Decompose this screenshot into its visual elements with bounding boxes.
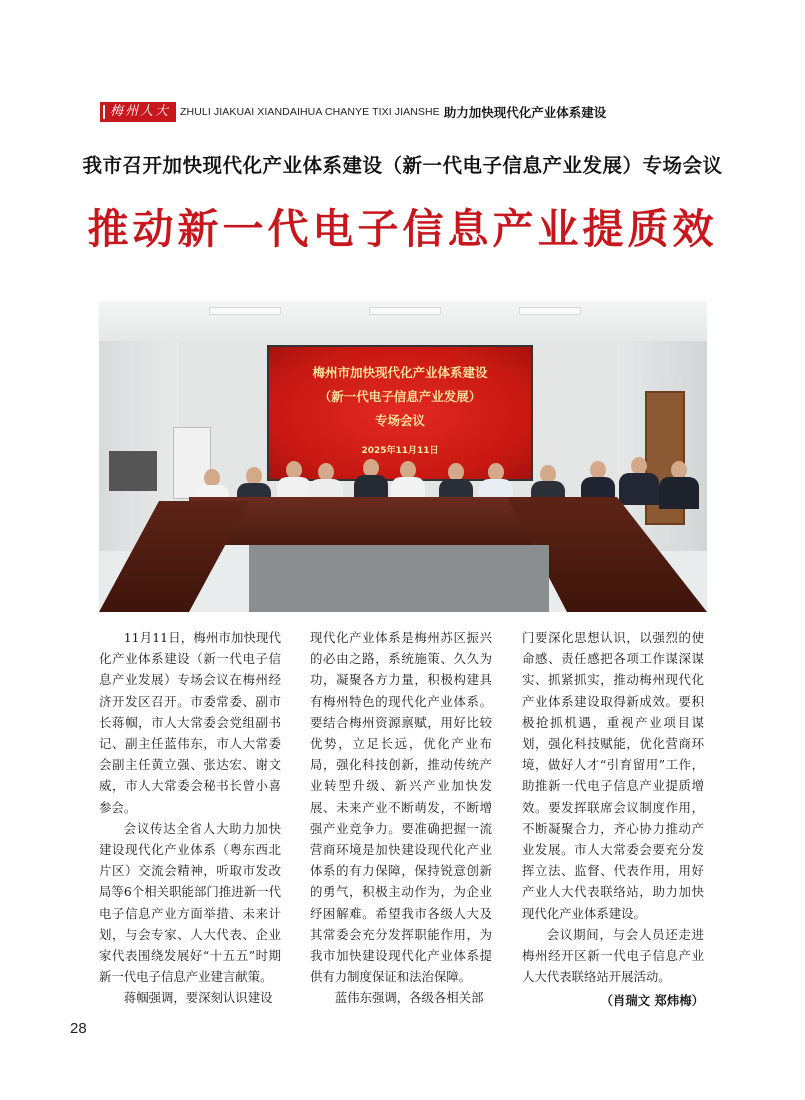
screen-date: 2025年11月11日 xyxy=(361,446,439,456)
article-subtitle: 我市召开加快现代化产业体系建设（新一代电子信息产业发展）专场会议 xyxy=(82,154,723,177)
text-column-1 xyxy=(99,627,281,1009)
photo-ceiling xyxy=(99,301,707,341)
paragraph: 会议期间，与会人员还走进梅州经开区新一代电子信息产业人大代表联络站开展活动。 xyxy=(522,926,704,985)
column-header xyxy=(100,101,705,123)
paragraph: 蓝伟东强调，各级各相关部 xyxy=(334,990,484,1006)
paragraph: 门要深化思想认识，以强烈的使命感、责任感把各项工作谋深谋实、抓紧抓实，推动梅州现代化产业体系建设取得新成效。要积极抢抓机遇，重视产业项目谋划，强化科技赋能，优化营商环境，做好人才“引育留用”工作，助推新一代电子信息产业提质增效。要发挥联席会议制度作用，不断凝聚合力，齐心协力推动产业发展。市人大常委会要充分发挥立法、监督、代表作用，用好产业人大代表联络站，助力加快现代化产业体系建设。 xyxy=(522,630,704,921)
ceiling-light xyxy=(519,307,581,315)
screen-line2: （新一代电子信息产业发展） xyxy=(318,389,482,404)
screen-line1: 梅州市加快现代化产业体系建设 xyxy=(312,365,488,380)
page-number: 28 xyxy=(70,1020,87,1037)
floor xyxy=(249,545,549,612)
paragraph: 现代化产业体系是梅州苏区振兴的必由之路，系统施策、久久为功，凝聚各方力量，积极构建具有梅州特色的现代化产业体系。要结合梅州资源禀赋，用好比较优势，立足长远，优化产业布局，强化科技创新，推动传统产业转型升级、新兴产业加快发展、未来产业不断萌发，不断增强产业竞争力。要准确把握一流营商环境是加快建设现代化产业体系的有力保障，保持锐意创新的勇气，积极主动作为，为企业纾困解难。希望我市各级人大及其常委会充分发挥职能作用，为我市加快建设现代化产业体系提供有力制度保证和法治保障。 xyxy=(310,630,492,985)
attendee xyxy=(619,457,659,505)
ceiling-light xyxy=(209,307,281,315)
paragraph: 会议传达全省人大助力加快建设现代化产业体系（粤东西北片区）交流会精神，听取市发改局等6个相关职能部门推进新一代电子信息产业方面举措、未来计划，与会专家、人大代表、企业家代表围绕发展好“十五五”时期新一代电子信息产业建言献策。 xyxy=(99,820,281,985)
column-pinyin: ZHULI JIAKUAI XIANDAIHUA CHANYE TIXI JIANSHE xyxy=(180,106,440,118)
paragraph: 蒋帼强调，要深刻认识建设 xyxy=(123,990,273,1006)
ceiling-light xyxy=(369,307,441,315)
paragraph: 11月11日，梅州市加快现代化产业体系建设（新一代电子信息产业发展）专场会议在梅州经济开发区召开。市委常委、副市长蒋帼，市人大常委会党组副书记、副主任蓝伟东，市人大常委会副主任黄立强、张达宏、谢文威，市人大常委会秘书长曾小喜参会。 xyxy=(99,630,281,815)
article-title: 推动新一代电子信息产业提质效 xyxy=(87,205,718,253)
text-column-3 xyxy=(522,627,704,1012)
text-column-2 xyxy=(310,627,492,1009)
screen-line3: 专场会议 xyxy=(374,413,425,428)
column-topic: 助力加快现代化产业体系建设 xyxy=(443,105,607,120)
meeting-photo xyxy=(99,301,707,612)
article-author: （肖瑞文 郑炜梅） xyxy=(600,993,704,1009)
wall-monitor xyxy=(109,451,157,491)
attendee xyxy=(659,461,699,509)
column-tag: 梅州人大 xyxy=(100,102,176,122)
